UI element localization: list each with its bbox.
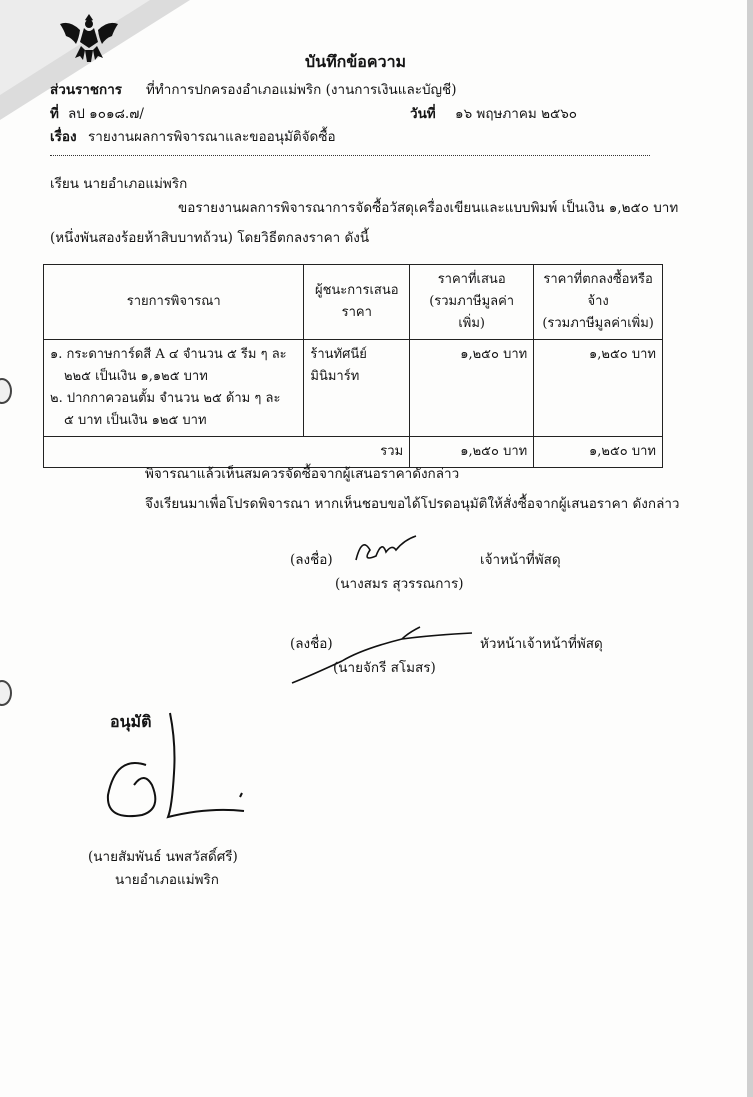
approver-title: นายอำเภอแม่พริก <box>115 872 219 888</box>
punch-hole-icon <box>0 378 12 404</box>
head-title: หัวหน้าเจ้าหน้าที่พัสดุ <box>480 636 603 652</box>
column-header <box>304 265 410 340</box>
column-header <box>410 265 534 340</box>
total-agreed: ๑,๒๕๐ บาท <box>534 437 663 468</box>
officer-name: (นางสมร สุวรรณการ) <box>335 576 464 592</box>
memo-title: บันทึกข้อความ <box>305 52 407 71</box>
signature-icon <box>100 705 250 840</box>
items-cell <box>44 340 304 437</box>
winner-line: มินิมาร์ท <box>310 369 360 384</box>
agreed-cell: ๑,๒๕๐ บาท <box>534 340 663 437</box>
ref-value: ลป ๑๐๑๘.๗/ <box>68 106 144 122</box>
header-line: ราคา <box>341 305 372 320</box>
winner-cell <box>304 340 410 437</box>
column-header: รายการพิจารณา <box>44 265 304 340</box>
garuda-emblem-icon <box>58 8 120 66</box>
price-table <box>43 264 663 468</box>
approver-name: (นายสัมพันธ์ นพสวัสดิ์ศรี) <box>88 849 238 865</box>
item-line: ๕ บาท เป็นเงิน ๑๒๕ บาท <box>64 413 207 428</box>
header-line: ราคาที่เสนอ <box>437 272 506 287</box>
salutation: เรียน นายอำเภอแม่พริก <box>50 176 188 192</box>
conclusion-line: พิจารณาแล้วเห็นสมควรจัดซื้อจากผู้เสนอราคาดังกล่าว <box>145 466 460 482</box>
paragraph-line: (หนึ่งพันสองร้อยห้าสิบบาทถ้วน) โดยวิธีตกลงราคา ดังนี้ <box>50 230 370 246</box>
agency-value: ที่ทำการปกครองอำเภอแม่พริก (งานการเงินและบัญชี) <box>146 82 457 98</box>
ref-label: ที่ <box>50 106 59 122</box>
header-line: (รวมภาษีมูลค่าเพิ่ม) <box>542 316 654 331</box>
conclusion-line: จึงเรียนมาเพื่อโปรดพิจารณา หากเห็นชอบขอได้โปรดอนุมัติให้สั่งซื้อจากผู้เสนอราคา ดังกล่าว <box>145 496 680 512</box>
winner-line: ร้านทัศนีย์ <box>310 347 367 362</box>
sign-label: (ลงชื่อ) <box>290 552 333 568</box>
item-line: ๒. ปากกาควอนตั้ม จำนวน ๒๕ ด้าม ๆ ละ <box>50 391 281 406</box>
officer-title: เจ้าหน้าที่พัสดุ <box>480 552 561 568</box>
agency-label: ส่วนราชการ <box>50 82 123 98</box>
header-line: ผู้ชนะการเสนอ <box>314 283 399 298</box>
head-name: (นายจักรี สโมสร) <box>333 660 436 676</box>
page-edge-shadow <box>747 0 753 1097</box>
total-label: รวม <box>44 437 410 468</box>
item-line: ๒๒๕ เป็นเงิน ๑,๑๒๕ บาท <box>64 369 208 384</box>
table-header-row <box>44 265 663 340</box>
item-line: ๑. กระดาษการ์ดสี A ๔ จำนวน ๕ รีม ๆ ละ <box>50 347 287 362</box>
date-value: ๑๖ พฤษภาคม ๒๕๖๐ <box>455 106 578 122</box>
separator-line <box>50 155 650 156</box>
header-line: (รวมภาษีมูลค่าเพิ่ม) <box>429 294 515 331</box>
header-line: ราคาที่ตกลงซื้อหรือจ้าง <box>543 272 653 309</box>
subject-label: เรื่อง <box>50 129 77 145</box>
date-label: วันที่ <box>410 106 436 122</box>
paragraph-line: ขอรายงานผลการพิจารณาการจัดซื้อวัสดุเครื่องเขียนและแบบพิมพ์ เป็นเงิน ๑,๒๕๐ บาท <box>178 200 679 216</box>
total-offer: ๑,๒๕๐ บาท <box>410 437 534 468</box>
punch-hole-icon <box>0 680 12 706</box>
offer-cell: ๑,๒๕๐ บาท <box>410 340 534 437</box>
subject-value: รายงานผลการพิจารณาและขออนุมัติจัดซื้อ <box>88 129 336 145</box>
approval-label: อนุมัติ <box>110 712 152 731</box>
column-header <box>534 265 663 340</box>
signature-icon <box>350 532 420 568</box>
sign-label: (ลงชื่อ) <box>290 636 333 652</box>
table-row <box>44 340 663 437</box>
